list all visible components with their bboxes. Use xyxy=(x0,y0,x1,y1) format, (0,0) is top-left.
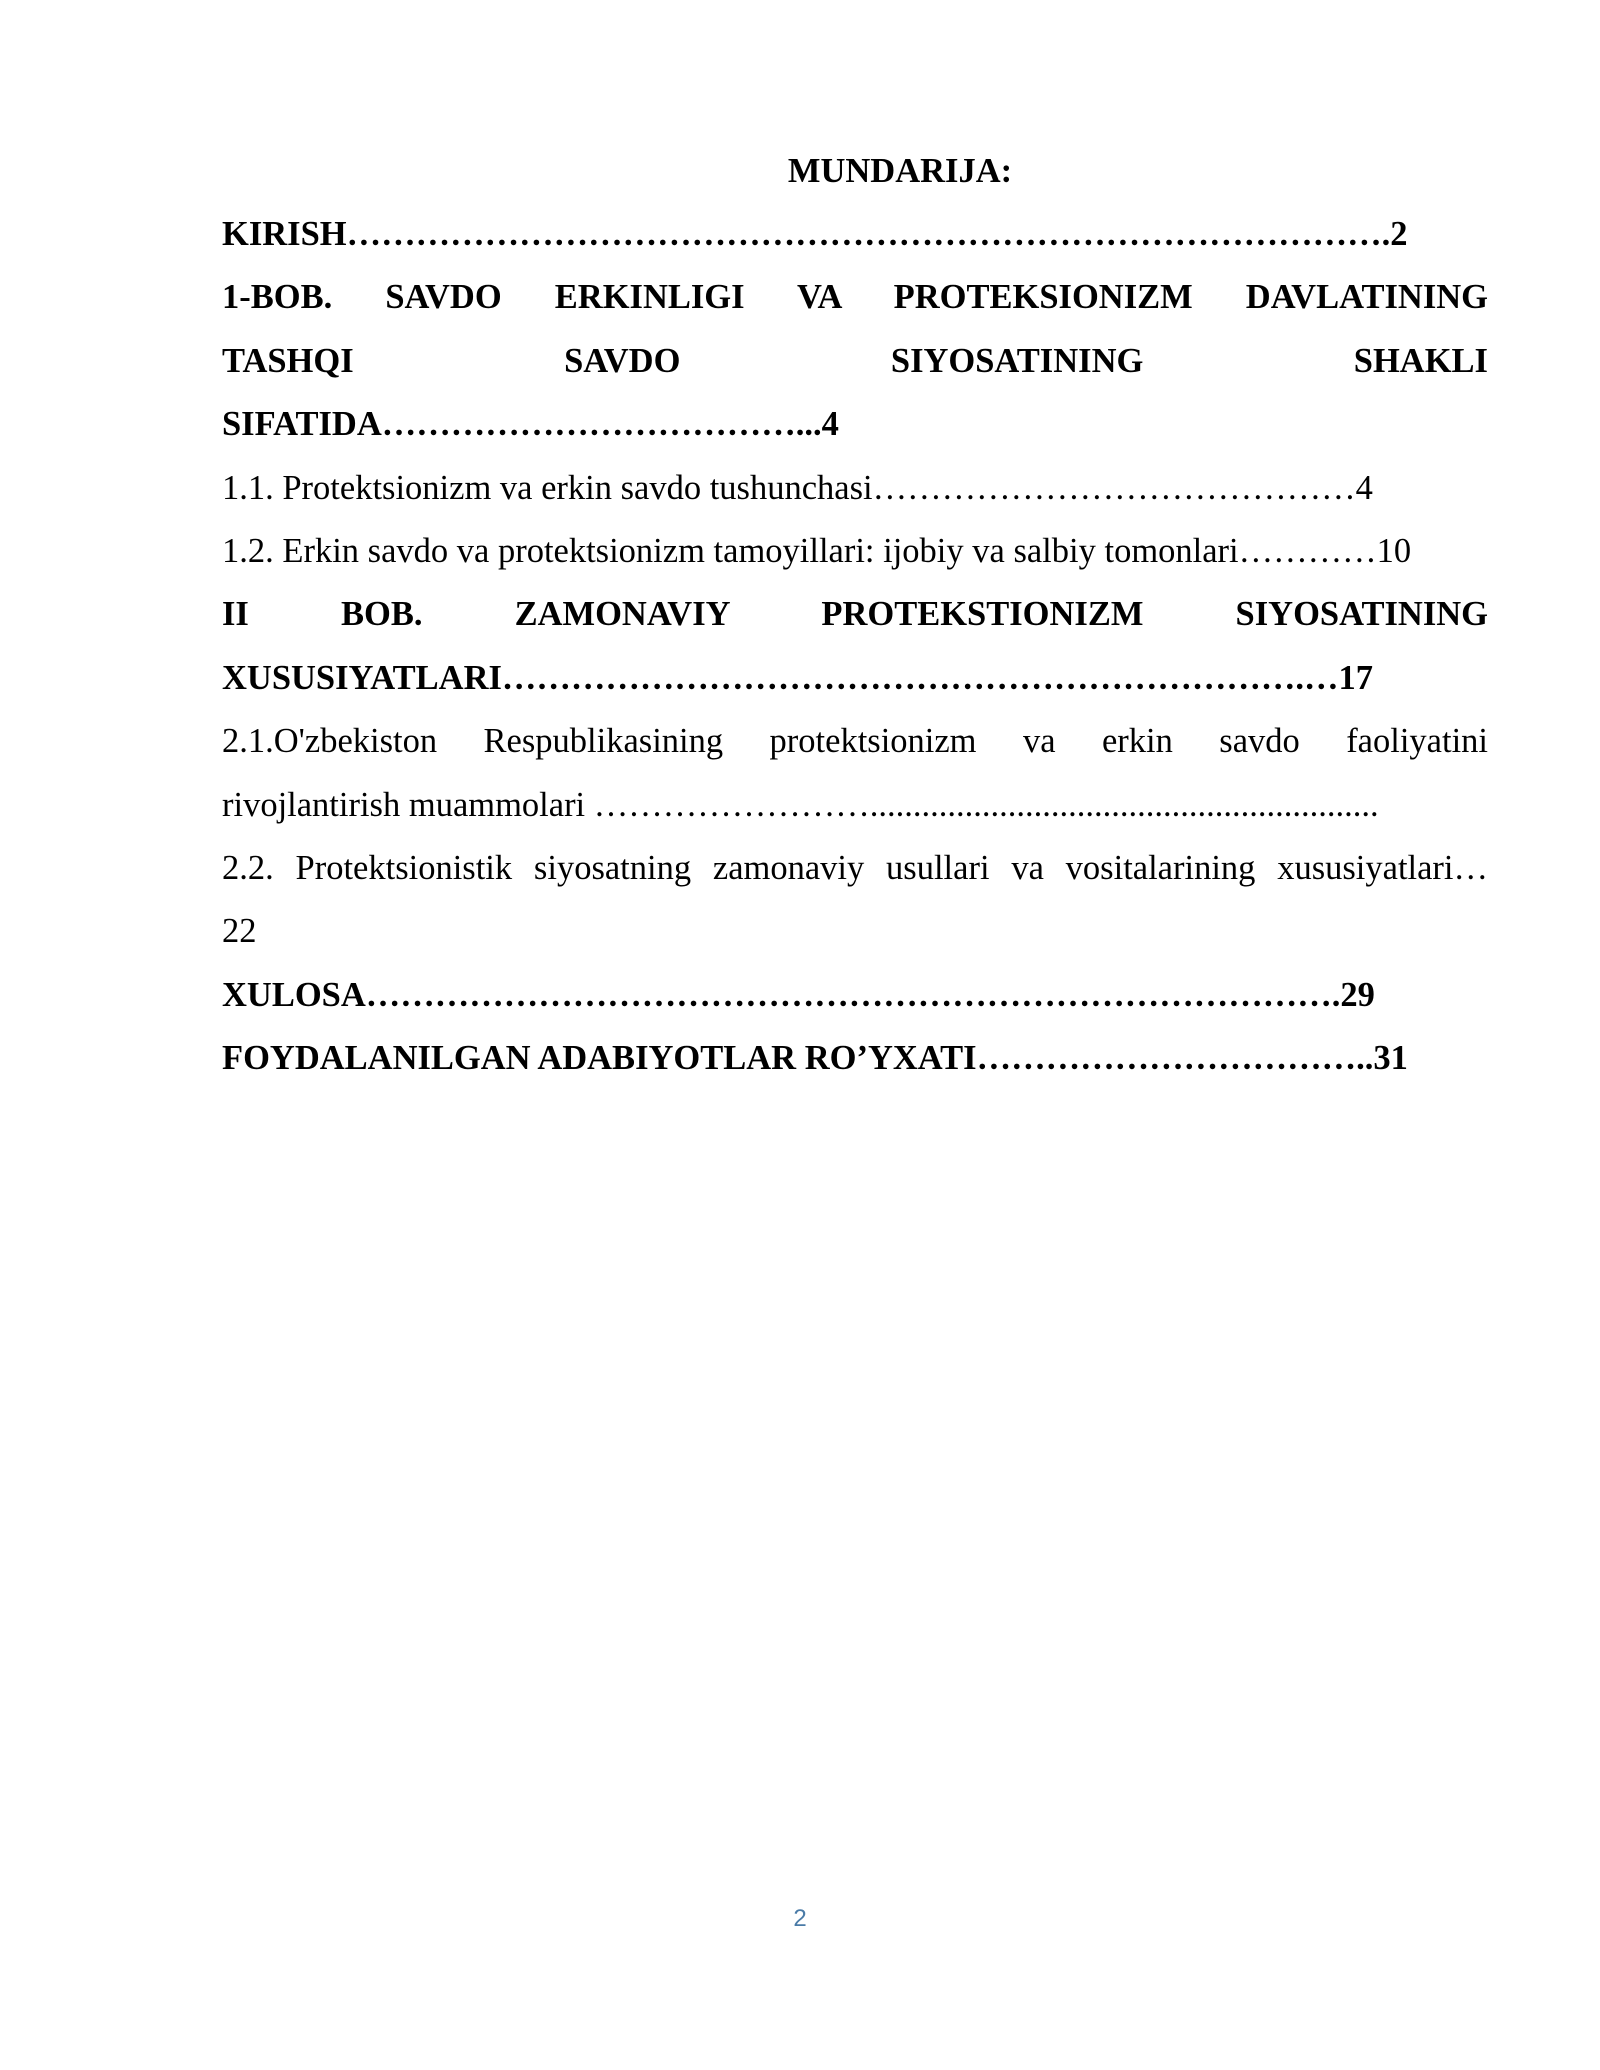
toc-entry-kirish: KIRISH……………………………………………………………………………….2 xyxy=(222,215,1408,253)
toc-entry-section-2-1-line-1: 2.1.O'zbekiston Respublikasining protektsionizm va erkin savdo faoliyatini xyxy=(222,722,1488,761)
toc-entry-chapter-1-line-3: SIFATIDA………………………………...4 xyxy=(222,405,839,444)
toc-entry-section-2-2-line-1: 2.2. Protektsionistik siyosatning zamonaviy usullari va vositalarining xususiyatlari… xyxy=(222,848,1488,887)
toc-entry-section-2-1-line-2: rivojlantirish muammolari ……………………........................................................... xyxy=(222,785,1379,824)
toc-entry-section-1-1: 1.1. Protektsionizm va erkin savdo tushunchasi……………………………………4 xyxy=(222,468,1373,507)
table-of-contents xyxy=(222,140,1488,1090)
toc-entry-section-2-2-line-2: 22 xyxy=(222,912,257,951)
toc-entry-xulosa: XULOSA………………………………………………………………………….29 xyxy=(222,975,1375,1014)
toc-entry-chapter-1-line-1: 1-BOB. SAVDO ERKINLIGI VA PROTEKSIONIZM DAVLATINING xyxy=(222,278,1488,317)
toc-entry-section-1-2: 1.2. Erkin savdo va protektsionizm tamoyillari: ijobiy va salbiy tomonlari…………10 xyxy=(222,531,1412,570)
toc-entry-chapter-2-line-1: II BOB. ZAMONAVIY PROTEKSTIONIZM SIYOSATINING xyxy=(222,595,1488,634)
page-number: 2 xyxy=(793,1905,807,1932)
toc-entry-chapter-2-line-2: XUSUSIYATLARI…………………………………………………………….…17 xyxy=(222,658,1374,697)
toc-title: MUNDARIJA: xyxy=(787,152,1013,190)
toc-entry-chapter-1-line-2: TASHQI SAVDO SIYOSATINING SHAKLI xyxy=(222,341,1488,380)
toc-entry-references: FOYDALANILGAN ADABIYOTLAR RO’YXATI……………………………..31 xyxy=(222,1039,1408,1078)
